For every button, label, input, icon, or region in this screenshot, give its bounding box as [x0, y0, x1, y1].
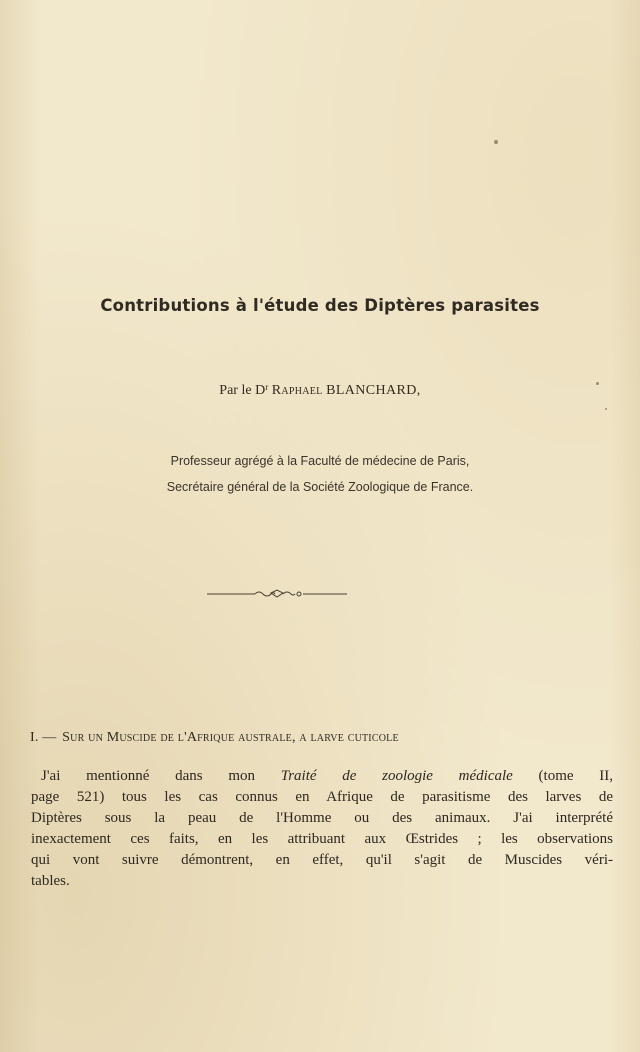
author-prefix-superscript: r — [265, 382, 269, 392]
section-number: I. — — [30, 730, 57, 745]
author-first-name: Raphael — [271, 383, 323, 398]
body-line: page 521) tous les cas connus en Afrique de parasitisme des larves de — [31, 789, 613, 805]
body-line: J'ai mentionné dans mon Traité de zoologie médicale (tome II, — [41, 768, 613, 784]
paper-speck — [494, 140, 498, 144]
body-line: Diptères sous la peau de l'Homme ou des animaux. J'ai interprété — [31, 810, 613, 826]
affiliation-line-2: Secrétaire général de la Société Zoologique de France. — [166, 480, 474, 494]
section-title: Sur un Muscide de l'Afrique australe, a larve cuticole — [62, 730, 399, 745]
author-line — [0, 383, 640, 399]
section-heading — [30, 730, 630, 746]
affiliation-line-1: Professeur agrégé à la Faculté de médecine de Paris, — [170, 454, 470, 468]
author-prefix: Par le D — [219, 383, 266, 398]
body-line: tables. — [31, 873, 70, 889]
body-line: inexactement ces faits, en les attribuant aux Œstrides ; les observations — [31, 831, 613, 847]
author-last-name: BLANCHARD, — [326, 383, 421, 398]
paper-speck — [605, 408, 607, 410]
document-title: Contributions à l'étude des Diptères parasites — [100, 296, 540, 315]
paper-speck — [596, 382, 599, 385]
book-title: Traité de zoologie médicale — [280, 768, 513, 784]
decorative-divider-ornament — [207, 587, 347, 601]
body-line: qui vont suivre démontrent, en effet, qu'il s'agit de Muscides véri- — [31, 852, 613, 868]
body-paragraph — [31, 766, 613, 892]
